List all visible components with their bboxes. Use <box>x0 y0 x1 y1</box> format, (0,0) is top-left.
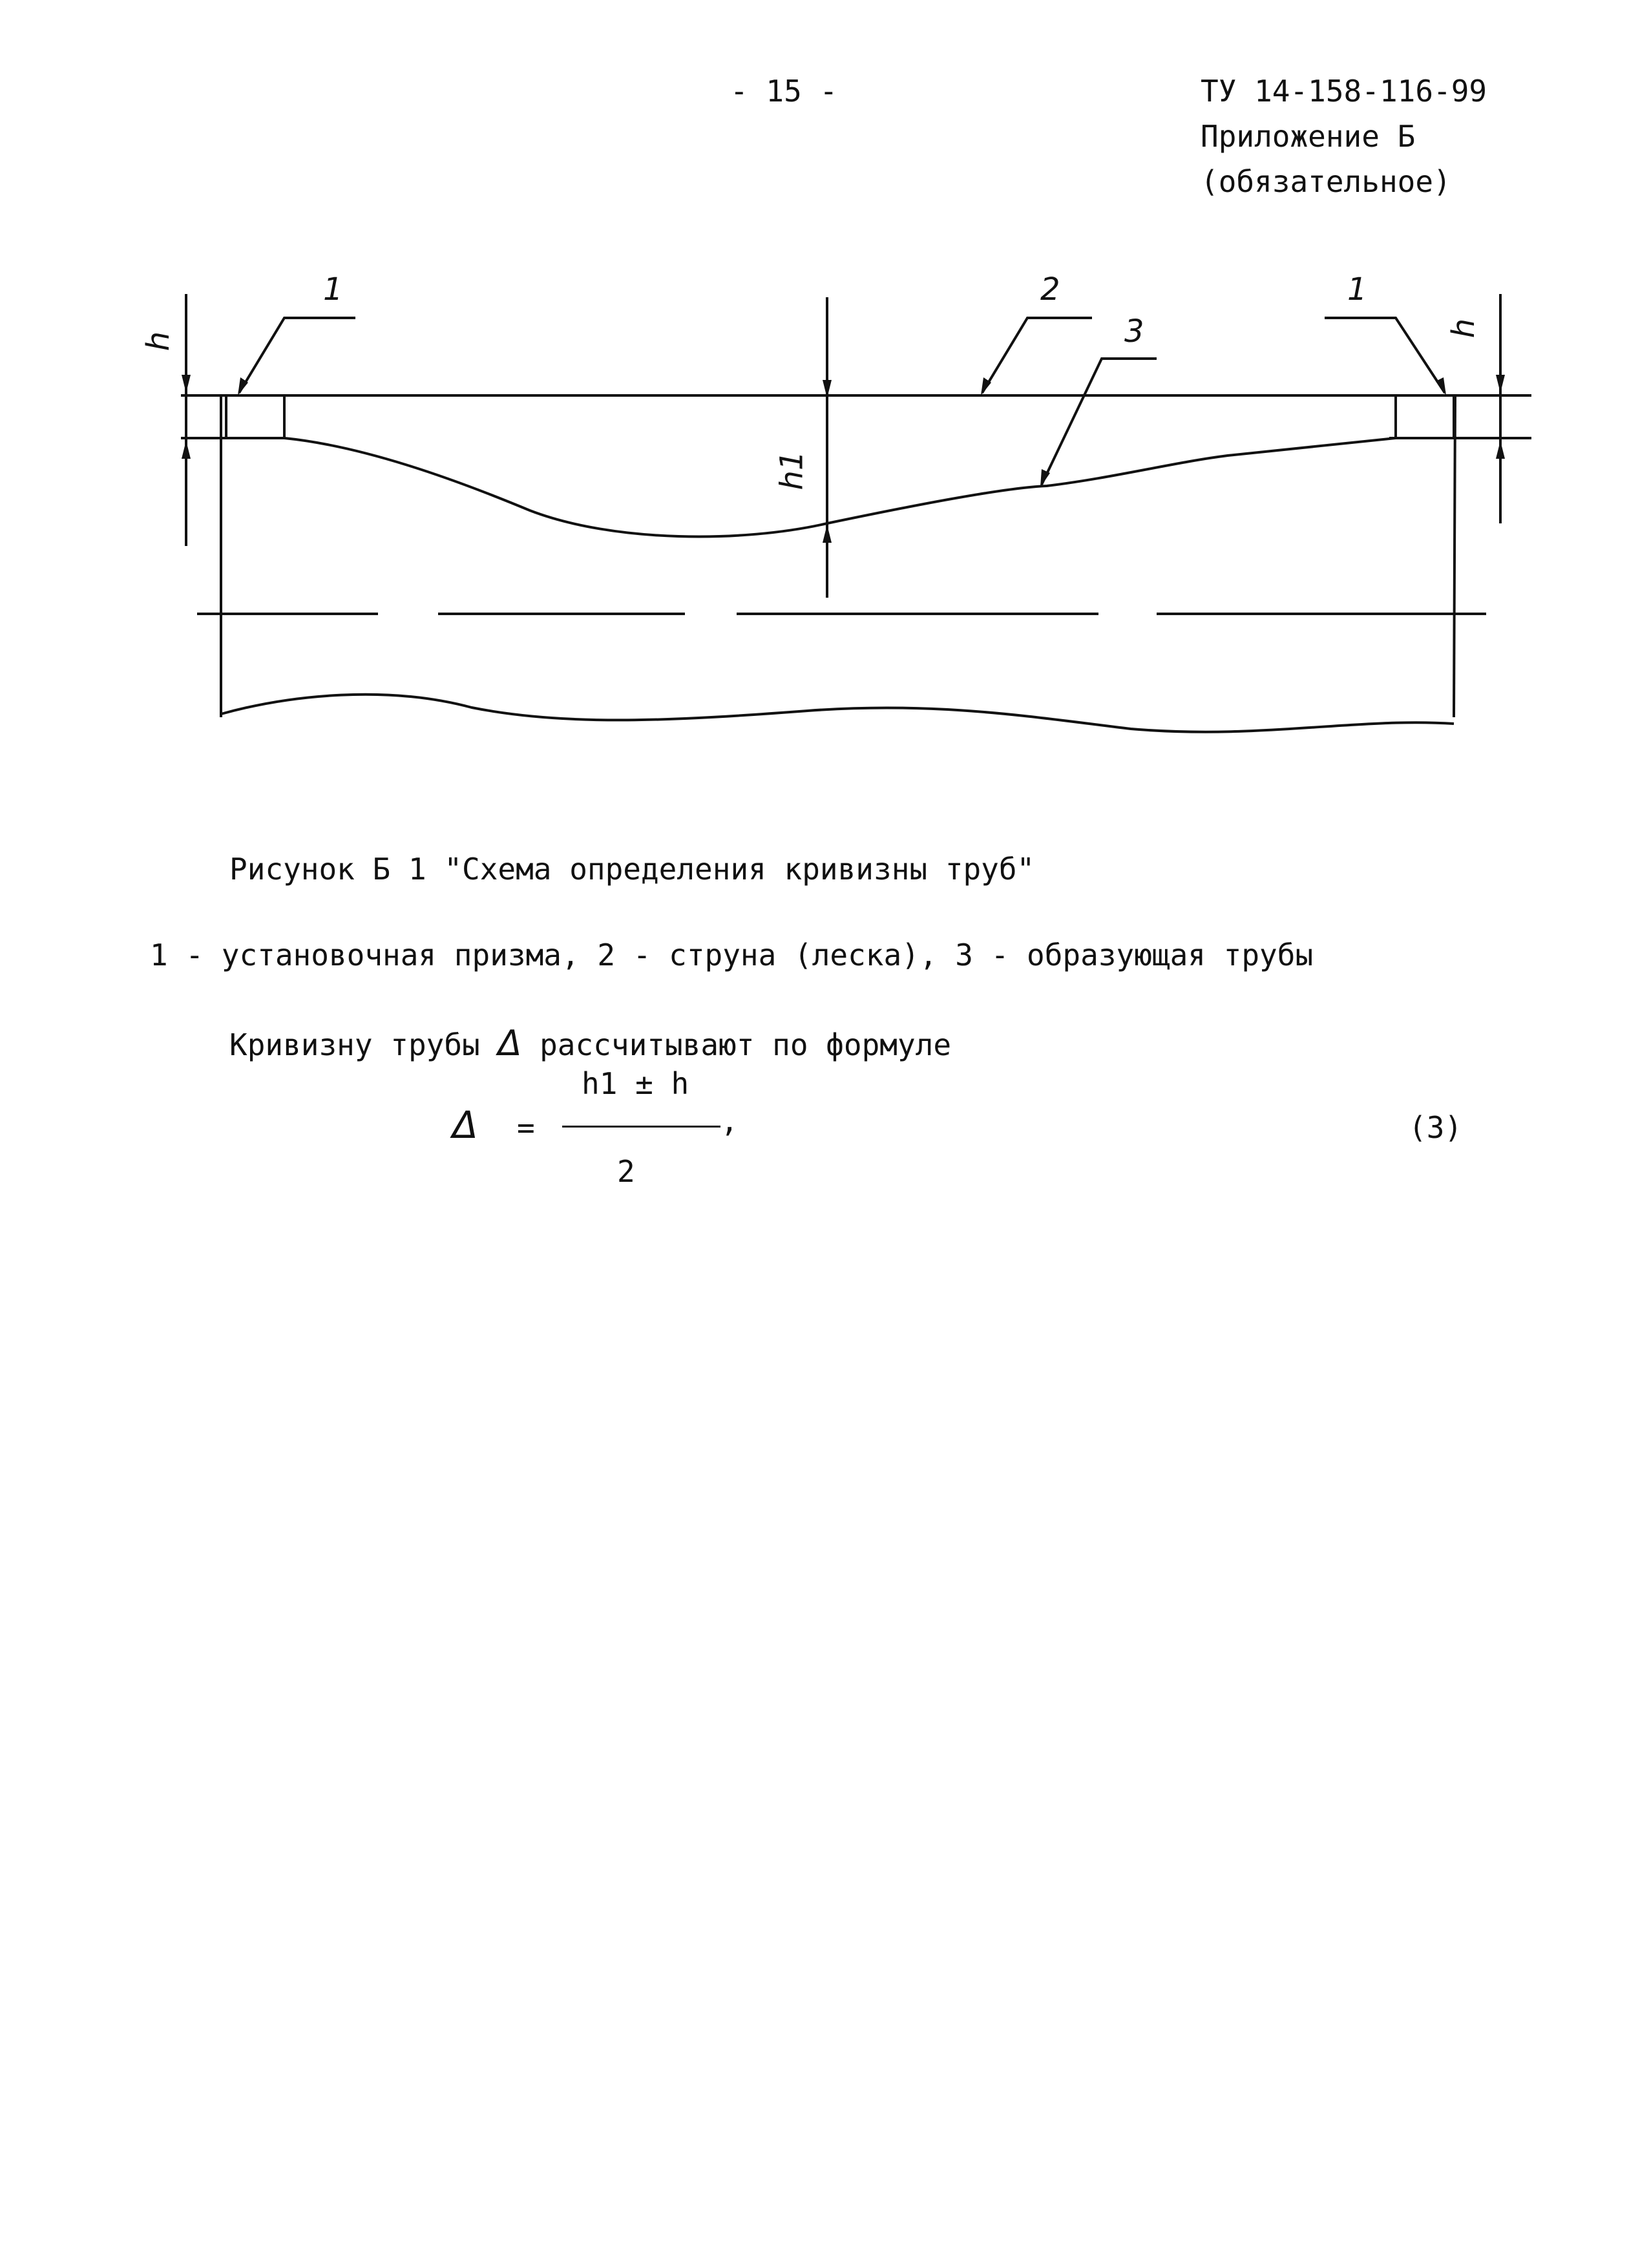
formula-equals: = <box>517 1110 535 1145</box>
pipe-bottom-edge <box>221 695 1454 732</box>
formula-denominator: 2 <box>617 1154 635 1189</box>
appendix-status: (обязательное) <box>1201 164 1451 199</box>
formula-intro-before: Кривизну трубы <box>229 1027 480 1062</box>
page-number: - 15 - <box>730 74 838 109</box>
figure-legend: 1 - установочная призма, 2 - струна (леска), 3 - образующая трубы <box>150 938 1314 972</box>
formula-numerator: h1 ± h <box>582 1066 689 1101</box>
arrow-h1-bottom <box>823 525 832 543</box>
dimension-h1: h1 <box>773 450 810 490</box>
appendix-title: Приложение Б <box>1201 119 1416 154</box>
callout-2: 2 <box>1040 271 1060 308</box>
pipe-curvature-diagram <box>0 0 1649 775</box>
fraction-bar <box>562 1126 720 1128</box>
formula-comma: , <box>720 1104 739 1139</box>
pipe-right-wall <box>1454 395 1455 717</box>
formula-intro-after: рассчитывают по формуле <box>540 1027 952 1062</box>
leader-prism-right <box>1325 318 1445 393</box>
arrow-left-h-bottom <box>182 441 191 459</box>
leader-generatrix <box>1042 359 1157 485</box>
formula-number: (3) <box>1409 1110 1463 1145</box>
leader-prism-left <box>239 318 355 393</box>
arrow-left-h-top <box>182 375 191 393</box>
callout-3: 3 <box>1124 313 1144 350</box>
arrow-right-h-bottom <box>1496 441 1505 459</box>
prism-right <box>1396 395 1454 438</box>
figure-caption: Рисунок Б 1 "Схема определения кривизны труб" <box>229 852 1035 887</box>
dimension-h-right: h <box>1445 318 1482 339</box>
generatrix-curve <box>284 438 1396 536</box>
leader-string <box>982 318 1092 393</box>
dimension-h-left: h <box>140 331 177 352</box>
arrow-right-h-top <box>1496 375 1505 393</box>
formula-intro <box>229 1023 952 1064</box>
callout-1-left: 1 <box>323 271 343 308</box>
prism-left <box>226 395 284 438</box>
document-code: ТУ 14-158-116-99 <box>1201 74 1487 109</box>
callout-1-right: 1 <box>1347 271 1367 308</box>
formula-lhs: Δ <box>452 1103 478 1147</box>
delta-symbol: Δ <box>498 1023 522 1064</box>
